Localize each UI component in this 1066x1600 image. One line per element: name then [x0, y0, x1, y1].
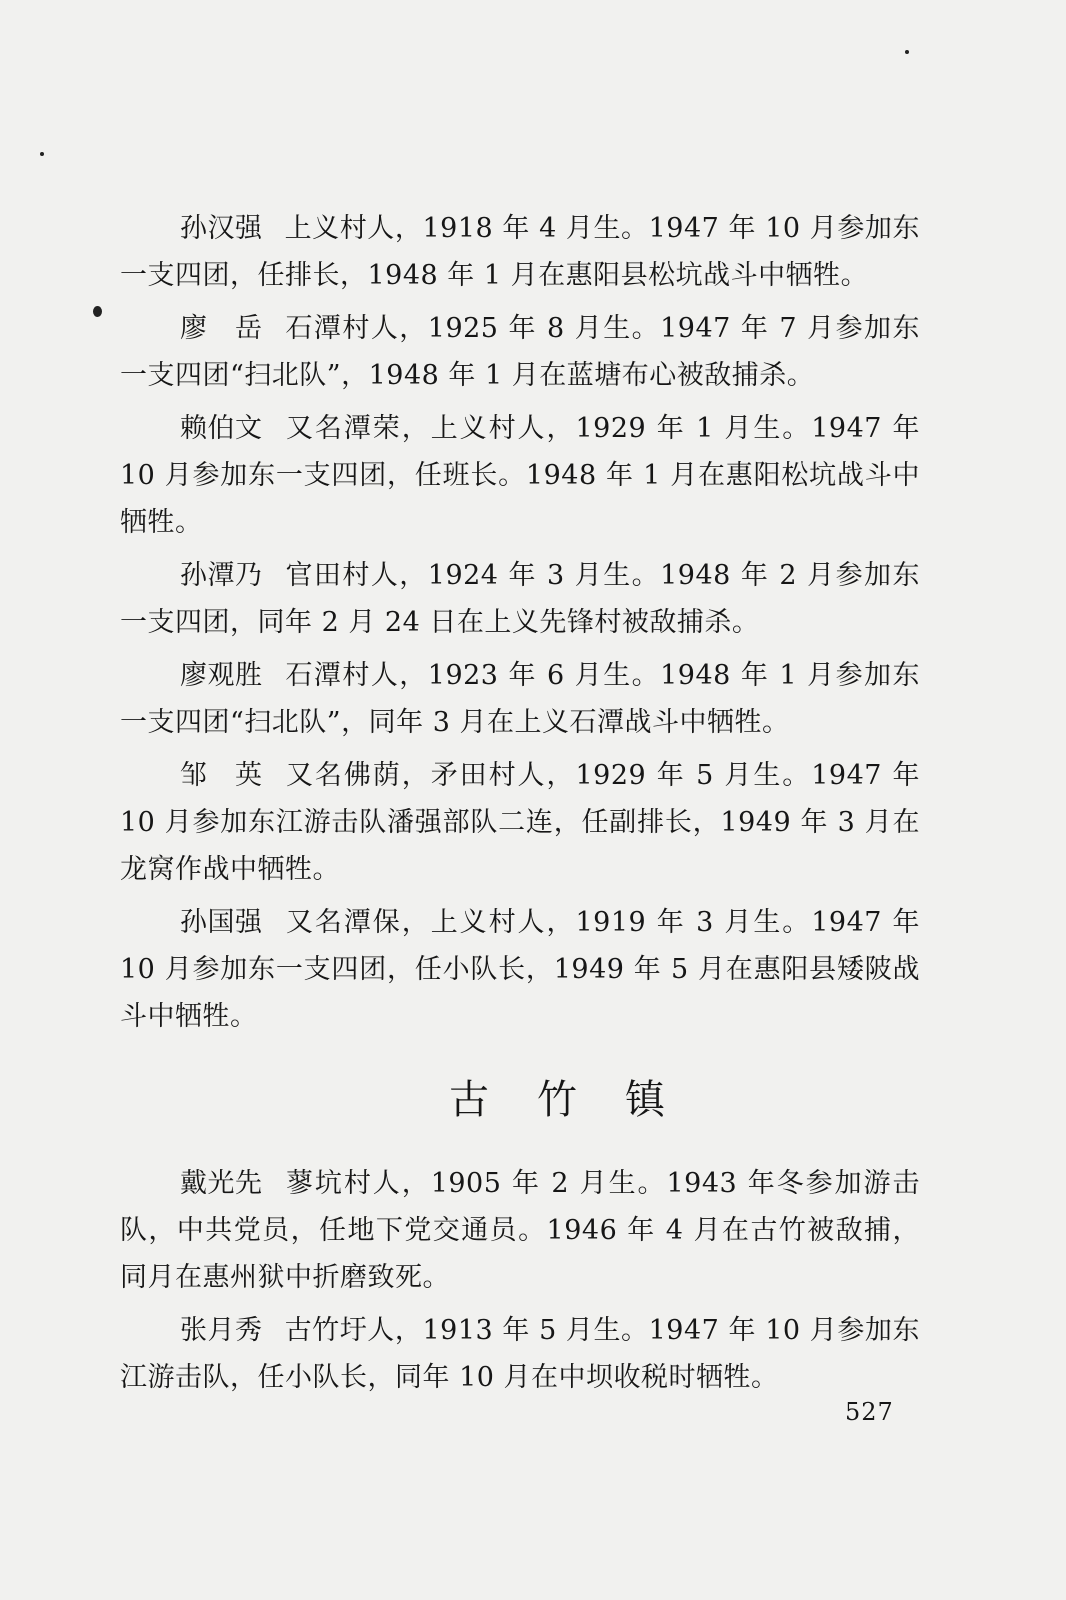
martyr-list-section-two	[120, 1160, 920, 1407]
scan-speck	[93, 306, 102, 317]
martyr-list-section-one	[120, 205, 920, 1046]
martyr-entry	[120, 305, 920, 399]
martyr-entry	[120, 552, 920, 646]
martyr-bio: 古竹圩人，1913 年 5 月生。1947 年 10 月参加东江游击队，任小队长，同年 10 月在中坝收税时牺牲。	[120, 1315, 920, 1393]
martyr-entry	[120, 205, 920, 299]
martyr-bio: 蓼坑村人，1905 年 2 月生。1943 年冬参加游击队，中共党员，任地下党交通员。1946 年 4 月在古竹被敌捕，同月在惠州狱中折磨致死。	[120, 1168, 920, 1293]
martyr-entry	[120, 899, 920, 1040]
martyr-entry	[120, 652, 920, 746]
scan-speck	[40, 152, 44, 156]
martyr-entry	[120, 1307, 920, 1401]
martyr-entry	[120, 752, 920, 893]
martyr-bio: 官田村人，1924 年 3 月生。1948 年 2 月参加东一支四团，同年 2 月 24 日在上义先锋村被敌捕杀。	[120, 560, 920, 638]
martyr-name: 孙国强	[180, 907, 263, 938]
martyr-name: 张月秀	[180, 1315, 263, 1346]
scan-speck	[905, 50, 909, 54]
martyr-entry	[120, 405, 920, 546]
martyr-bio: 又名潭荣，上义村人，1929 年 1 月生。1947 年 10 月参加东一支四团，任班长。1948 年 1 月在惠阳松坑战斗中牺牲。	[120, 413, 920, 538]
martyr-name: 孙潭乃	[180, 560, 263, 591]
martyr-name: 邹 英	[180, 760, 263, 791]
martyr-bio: 又名佛荫，矛田村人，1929 年 5 月生。1947 年 10 月参加东江游击队潘强部队二连，任副排长，1949 年 3 月在龙窝作战中牺牲。	[120, 760, 920, 885]
martyr-name: 廖 岳	[180, 313, 263, 344]
martyr-entry	[120, 1160, 920, 1301]
martyr-bio: 上义村人，1918 年 4 月生。1947 年 10 月参加东一支四团，任排长，1948 年 1 月在惠阳县松坑战斗中牺牲。	[120, 213, 920, 291]
martyr-name: 孙汉强	[180, 213, 263, 244]
martyr-bio: 石潭村人，1925 年 8 月生。1947 年 7 月参加东一支四团“扫北队”，1948 年 1 月在蓝塘布心被敌捕杀。	[120, 313, 920, 391]
page-number: 527	[845, 1398, 894, 1426]
martyr-bio: 又名潭保，上义村人，1919 年 3 月生。1947 年 10 月参加东一支四团，任小队长，1949 年 5 月在惠阳县矮陂战斗中牺牲。	[120, 907, 920, 1032]
martyr-name: 廖观胜	[180, 660, 263, 691]
martyr-bio: 石潭村人，1923 年 6 月生。1948 年 1 月参加东一支四团“扫北队”，同年 3 月在上义石潭战斗中牺牲。	[120, 660, 920, 738]
section-title: 古竹镇	[449, 1077, 713, 1123]
martyr-name: 戴光先	[180, 1168, 263, 1199]
martyr-name: 赖伯文	[180, 413, 263, 444]
